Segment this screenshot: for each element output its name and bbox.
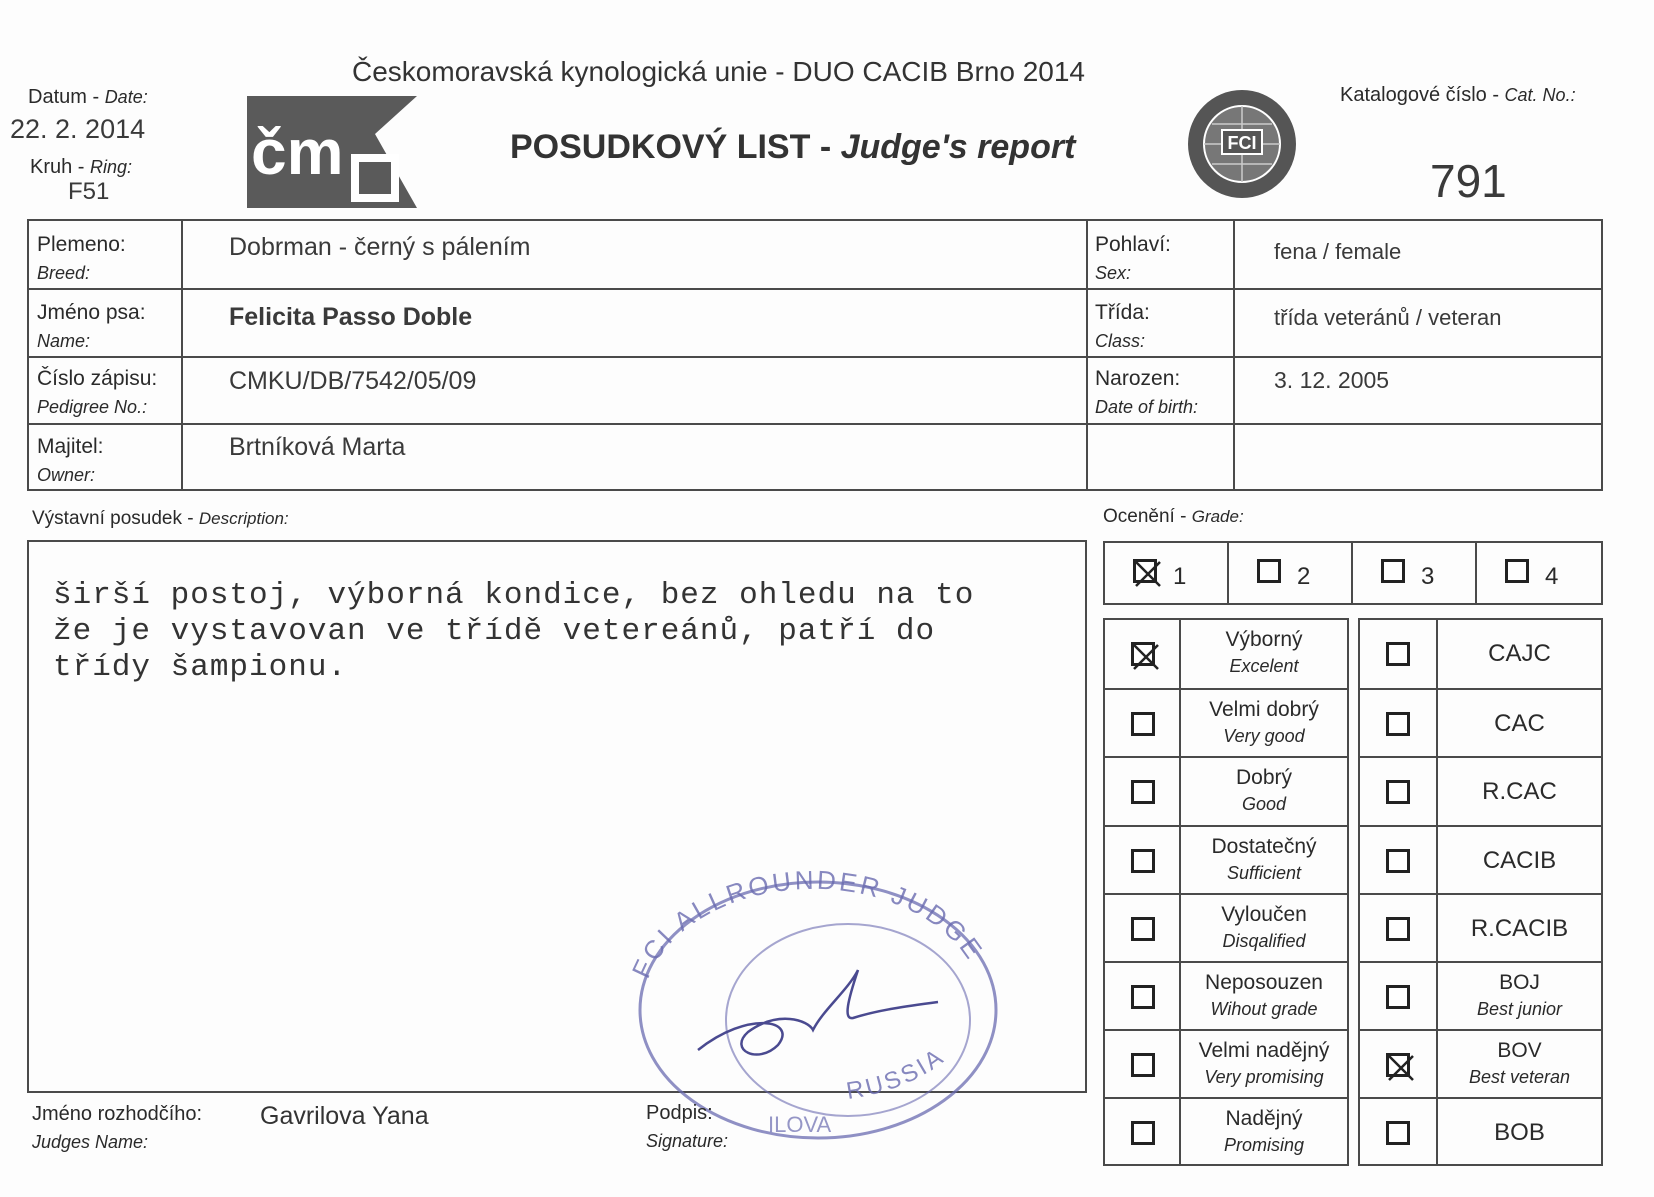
qualification-text — [1181, 1039, 1347, 1088]
qualification-label-cz: Výborný — [1225, 628, 1303, 651]
pedigree-value: CMKU/DB/7542/05/09 — [229, 367, 477, 395]
title-award-text — [1438, 847, 1601, 875]
title-award-checkbox[interactable] — [1386, 1121, 1410, 1145]
title-award-label-cz: BOV — [1497, 1039, 1542, 1063]
description-label-cz: Výstavní posudek - — [32, 508, 194, 529]
name-label-cz: Jméno psa: — [37, 301, 146, 324]
placement-checkbox-1[interactable] — [1133, 559, 1157, 583]
title-award-checkbox[interactable] — [1386, 849, 1410, 873]
placement-cell — [1351, 543, 1475, 603]
class-label — [1095, 301, 1150, 352]
qualification-row — [1105, 1097, 1347, 1165]
placement-label: 1 — [1173, 563, 1187, 590]
ring-label-cz: Kruh - — [30, 156, 85, 178]
grade-label-en: Grade: — [1191, 507, 1244, 526]
cat-label-cz: Katalogové číslo - — [1340, 84, 1499, 106]
qualification-label-cz: Dostatečný — [1211, 834, 1317, 858]
dob-label-cz: Narozen: — [1095, 367, 1181, 390]
title-award-row — [1360, 620, 1601, 688]
placement-cell — [1227, 543, 1351, 603]
date-value: 22. 2. 2014 — [10, 114, 146, 144]
title-award-text — [1438, 710, 1601, 738]
qualification-label-en: Disqalified — [1222, 930, 1306, 951]
cat-label-en: Cat. No.: — [1504, 85, 1576, 105]
title-award-checkbox[interactable] — [1386, 712, 1410, 736]
qualification-label-cz: Nadějný — [1225, 1107, 1303, 1131]
qualification-row — [1105, 620, 1347, 688]
breed-value: Dobrman - černý s pálením — [229, 233, 531, 261]
title-award-label-cz: CACIB — [1482, 846, 1557, 874]
title-award-text — [1438, 640, 1601, 668]
placement-label: 2 — [1297, 563, 1311, 590]
dob-value: 3. 12. 2005 — [1274, 367, 1390, 393]
qualification-row — [1105, 688, 1347, 756]
title-award-text — [1438, 971, 1601, 1020]
judge-label-cz: Jméno rozhodčího: — [32, 1103, 203, 1125]
title-award-row — [1360, 893, 1601, 961]
signature-stroke — [698, 970, 938, 1055]
qualification-text — [1181, 1107, 1347, 1156]
title-award-label-cz: CAC — [1494, 710, 1545, 738]
name-label — [37, 301, 146, 352]
placement-checkbox-2[interactable] — [1257, 559, 1281, 583]
qualification-text — [1181, 766, 1347, 815]
org-title: Českomoravská kynologická unie - DUO CACIB Brno 2014 — [352, 56, 1085, 87]
qualification-label-en: Wihout grade — [1210, 999, 1318, 1019]
qualification-label-cz: Velmi dobrý — [1209, 698, 1319, 722]
placement-label: 3 — [1421, 563, 1435, 590]
qualification-text — [1181, 903, 1347, 952]
title-award-text — [1438, 1039, 1601, 1088]
sex-value: fena / female — [1274, 239, 1402, 264]
title-award-checkbox[interactable] — [1386, 1053, 1410, 1077]
judge-name-label — [32, 1103, 202, 1153]
placement-cell — [1105, 543, 1227, 603]
title-award-text — [1438, 778, 1601, 806]
qualification-label-cz: Neposouzen — [1205, 971, 1323, 994]
qualification-checkbox[interactable] — [1131, 712, 1155, 736]
sex-label — [1095, 233, 1171, 284]
cat-label — [1340, 84, 1576, 107]
description-label — [32, 508, 289, 530]
signature-label — [646, 1102, 728, 1152]
title-award-row — [1360, 688, 1601, 756]
fci-globe-icon — [1186, 88, 1298, 200]
qualification-checkbox[interactable] — [1131, 849, 1155, 873]
title-award-label-en: Best junior — [1476, 999, 1563, 1019]
title-award-checkbox[interactable] — [1386, 917, 1410, 941]
qualification-text — [1181, 628, 1347, 677]
dob-label — [1095, 367, 1198, 418]
sig-label-en: Signature: — [646, 1131, 729, 1151]
qualification-checkbox[interactable] — [1131, 917, 1155, 941]
sig-label-cz: Podpis: — [646, 1102, 713, 1124]
qualification-label-en: Very good — [1223, 726, 1305, 747]
grade-label — [1103, 506, 1244, 528]
qualification-text — [1181, 835, 1347, 884]
date-label — [28, 86, 148, 109]
title-award-row — [1360, 1029, 1601, 1097]
qualification-label-en: Promising — [1223, 1135, 1305, 1156]
sex-label-en: Sex: — [1095, 263, 1132, 283]
cmku-logo — [247, 96, 417, 208]
qualification-label-en: Excelent — [1229, 656, 1299, 676]
title-award-row — [1360, 961, 1601, 1029]
breed-label-cz: Plemeno: — [37, 233, 126, 256]
date-label-en: Date: — [104, 87, 148, 107]
name-label-en: Name: — [37, 331, 91, 351]
sex-label-cz: Pohlaví: — [1095, 233, 1171, 256]
title-award-label-en: Best veteran — [1468, 1067, 1571, 1088]
report-title — [510, 128, 1075, 167]
qualification-label-en: Very promising — [1204, 1067, 1324, 1088]
title-award-checkbox[interactable] — [1386, 642, 1410, 666]
pedigree-label — [37, 367, 157, 418]
qualification-label-en: Good — [1241, 794, 1287, 815]
placement-row — [1103, 541, 1603, 605]
grade-label-cz: Ocenění - — [1103, 506, 1187, 527]
qualification-label-cz: Dobrý — [1235, 766, 1293, 790]
stamp-bottom-text: RUSSIA — [844, 1042, 951, 1106]
title-award-checkbox[interactable] — [1386, 985, 1410, 1009]
qualification-checkbox[interactable] — [1131, 780, 1155, 804]
cmku-logo-icon — [247, 96, 417, 208]
title-award-text — [1438, 1119, 1601, 1147]
owner-label-cz: Majitel: — [37, 435, 104, 458]
description-text: širší postoj, výborná kondice, bez ohledu na to že je vystavovan ve třídě vetereánů, patří do třídy šampionu. — [53, 578, 975, 685]
title-award-label-cz: BOJ — [1499, 971, 1540, 994]
ring-value: F51 — [68, 178, 110, 205]
owner-label — [37, 435, 104, 486]
cross-mark-icon — [1386, 1053, 1416, 1083]
class-value: třída veteránů / veteran — [1274, 305, 1502, 330]
qualification-checkbox[interactable] — [1131, 985, 1155, 1009]
title-award-label-cz: BOB — [1494, 1119, 1545, 1147]
title-award-checkbox[interactable] — [1386, 780, 1410, 804]
fci-text: FCI — [1227, 133, 1257, 153]
report-title-cz: POSUDKOVÝ LIST - — [510, 128, 832, 166]
qualification-row — [1105, 825, 1347, 893]
report-title-en: Judge's report — [840, 128, 1076, 166]
ring-label — [30, 156, 132, 179]
date-label-cz: Datum - — [28, 86, 100, 108]
qualification-row — [1105, 893, 1347, 961]
dob-label-en: Date of birth: — [1095, 397, 1199, 417]
owner-label-en: Owner: — [37, 465, 96, 485]
class-label-en: Class: — [1095, 331, 1146, 351]
placement-cell — [1475, 543, 1601, 603]
pedigree-label-en: Pedigree No.: — [37, 397, 148, 417]
title-award-row — [1360, 1097, 1601, 1165]
title-award-label-cz: R.CACIB — [1470, 914, 1569, 942]
info-table — [27, 219, 1603, 491]
breed-label-en: Breed: — [37, 263, 91, 283]
qualification-label-en: Sufficient — [1226, 862, 1302, 883]
qualification-checkbox[interactable] — [1131, 1053, 1155, 1077]
placement-label: 4 — [1545, 563, 1559, 590]
qualification-row — [1105, 961, 1347, 1029]
class-label-cz: Třída: — [1095, 301, 1150, 324]
qualification-label-cz: Velmi nadějný — [1198, 1039, 1330, 1063]
qualification-text — [1181, 698, 1347, 747]
qualification-text — [1181, 971, 1347, 1020]
qualification-grid — [1103, 618, 1349, 1166]
stamp-name-text: ILOVA — [768, 1112, 832, 1137]
title-grid — [1358, 618, 1603, 1166]
owner-value: Brtníková Marta — [229, 433, 406, 461]
title-award-label-cz: R.CAC — [1482, 778, 1557, 806]
svg-text:čm: čm — [251, 116, 344, 188]
svg-text:RUSSIA — [844, 1042, 950, 1105]
fci-emblem — [1186, 88, 1298, 200]
ring-label-en: Ring: — [90, 157, 133, 177]
svg-text:FCI ALLROUNDER JUDGE — [626, 870, 990, 982]
title-award-row — [1360, 756, 1601, 824]
judge-label-en: Judges Name: — [32, 1132, 149, 1152]
placement-checkbox-4[interactable] — [1505, 559, 1529, 583]
qualification-label-cz: Vyloučen — [1221, 902, 1307, 926]
dog-name-value: Felicita Passo Doble — [229, 303, 473, 331]
title-award-label-cz: CAJC — [1488, 640, 1551, 667]
title-award-text — [1438, 915, 1601, 943]
stamp-top-text: FCI ALLROUNDER JUDGE — [625, 870, 990, 983]
cross-mark-icon — [1131, 642, 1161, 672]
title-award-row — [1360, 825, 1601, 893]
pedigree-label-cz: Číslo zápisu: — [37, 367, 158, 390]
cross-mark-icon — [1133, 559, 1163, 589]
description-label-en: Description: — [198, 509, 289, 528]
placement-checkbox-3[interactable] — [1381, 559, 1405, 583]
qualification-checkbox[interactable] — [1131, 642, 1155, 666]
judge-name-value: Gavrilova Yana — [260, 1102, 429, 1130]
qualification-row — [1105, 756, 1347, 824]
catalog-number: 791 — [1430, 155, 1507, 207]
qualification-row — [1105, 1029, 1347, 1097]
breed-label — [37, 233, 126, 284]
qualification-checkbox[interactable] — [1131, 1121, 1155, 1145]
